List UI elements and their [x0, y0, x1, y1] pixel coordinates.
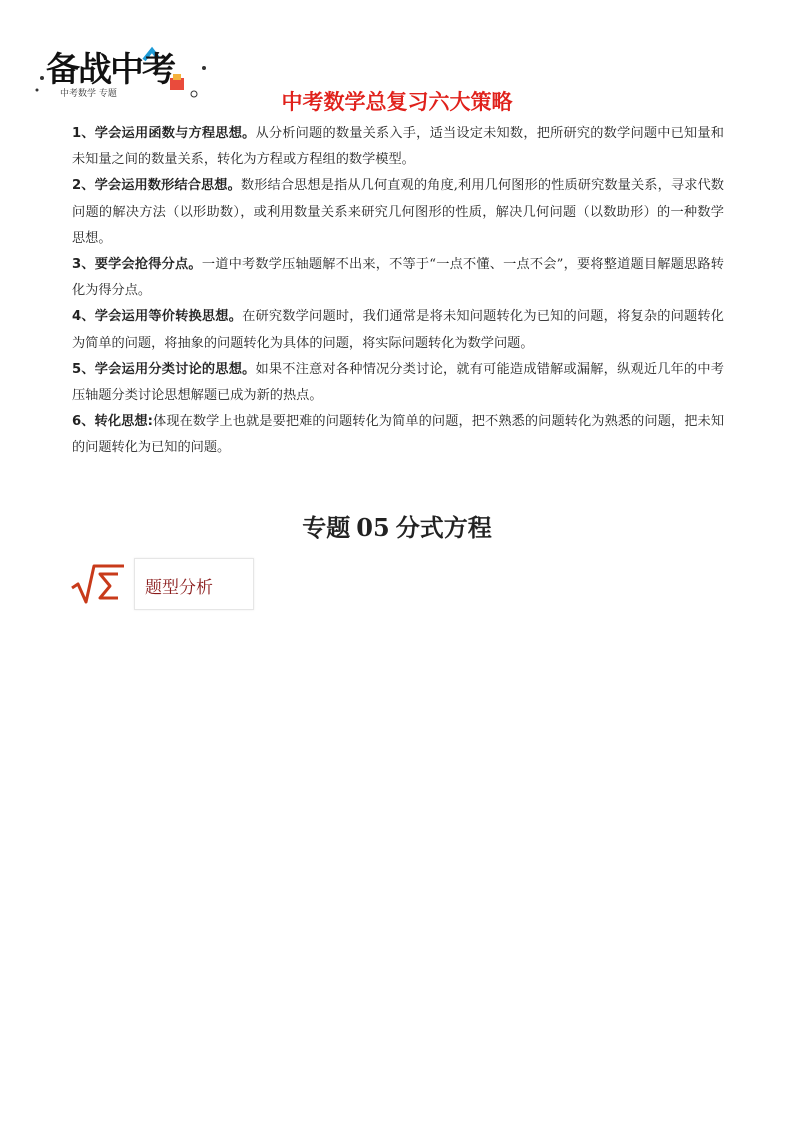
- strategy-lead: 3、要学会抢得分点。: [72, 257, 202, 273]
- section-header: [70, 558, 256, 612]
- topic-number: 05: [356, 513, 390, 542]
- logo-text: 备战中考: [46, 50, 174, 90]
- section-label: 题型分析: [145, 578, 213, 598]
- strategy-list: [72, 121, 724, 462]
- strategy-lead: 2、学会运用数形结合思想。: [72, 178, 241, 194]
- strategy-lead: 5、学会运用分类讨论的思想。: [72, 361, 256, 377]
- strategy-item: [72, 121, 724, 173]
- strategy-lead: 4、学会运用等价转换思想。: [72, 309, 243, 325]
- strategy-item: [72, 357, 724, 409]
- strategy-body: 从分析问题的数量关系入手，适当设定未知数，把所研究的数学问题中已知量和未知量之间的数量关系，转化为方程或方程组的数学模型。: [72, 126, 724, 168]
- topic-heading: [0, 508, 794, 543]
- logo-subtext: 中考数学 专题: [60, 89, 117, 99]
- strategy-item: [72, 409, 724, 461]
- strategy-lead: 1、学会运用函数与方程思想。: [72, 126, 256, 141]
- strategy-item: [72, 252, 724, 304]
- strategy-body: 如果不注意对各种情况分类讨论，就有可能造成错解或漏解，纵观近几年的中考压轴题分类讨论思想解题已成为新的热点。: [72, 361, 724, 404]
- sqrt-sigma-icon: [70, 562, 126, 606]
- strategy-body: 一道中考数学压轴题解不出来，不等于“一点不懂、一点不会”，要将整道题目解题思路转化为得分点。: [72, 257, 724, 299]
- strategy-body: 体现在数学上也就是要把难的问题转化为简单的问题，把不熟悉的问题转化为熟悉的问题，把未知的问题转化为已知的问题。: [72, 414, 725, 456]
- strategy-lead: 6、转化思想:: [72, 414, 153, 430]
- strategy-item: [72, 173, 724, 252]
- topic-prefix: 专题: [302, 514, 351, 542]
- strategy-body: 在研究数学问题时，我们通常是将未知问题转化为已知的问题，将复杂的问题转化为简单的问题，将抽象的问题转化为具体的问题，将实际问题转化为数学问题。: [72, 309, 724, 351]
- strategy-item: [72, 304, 724, 356]
- topic-name: 分式方程: [395, 514, 492, 542]
- section-label-box: [134, 558, 254, 610]
- page-title: 中考数学总复习六大策略: [281, 90, 513, 114]
- strategy-body: 数形结合思想是指从几何直观的角度,利用几何图形的性质研究数量关系，寻求代数问题的解决方法（以形助数），或利用数量关系来研究几何图形的性质，解决几何问题（以数助形）的一种数学思想。: [72, 178, 724, 246]
